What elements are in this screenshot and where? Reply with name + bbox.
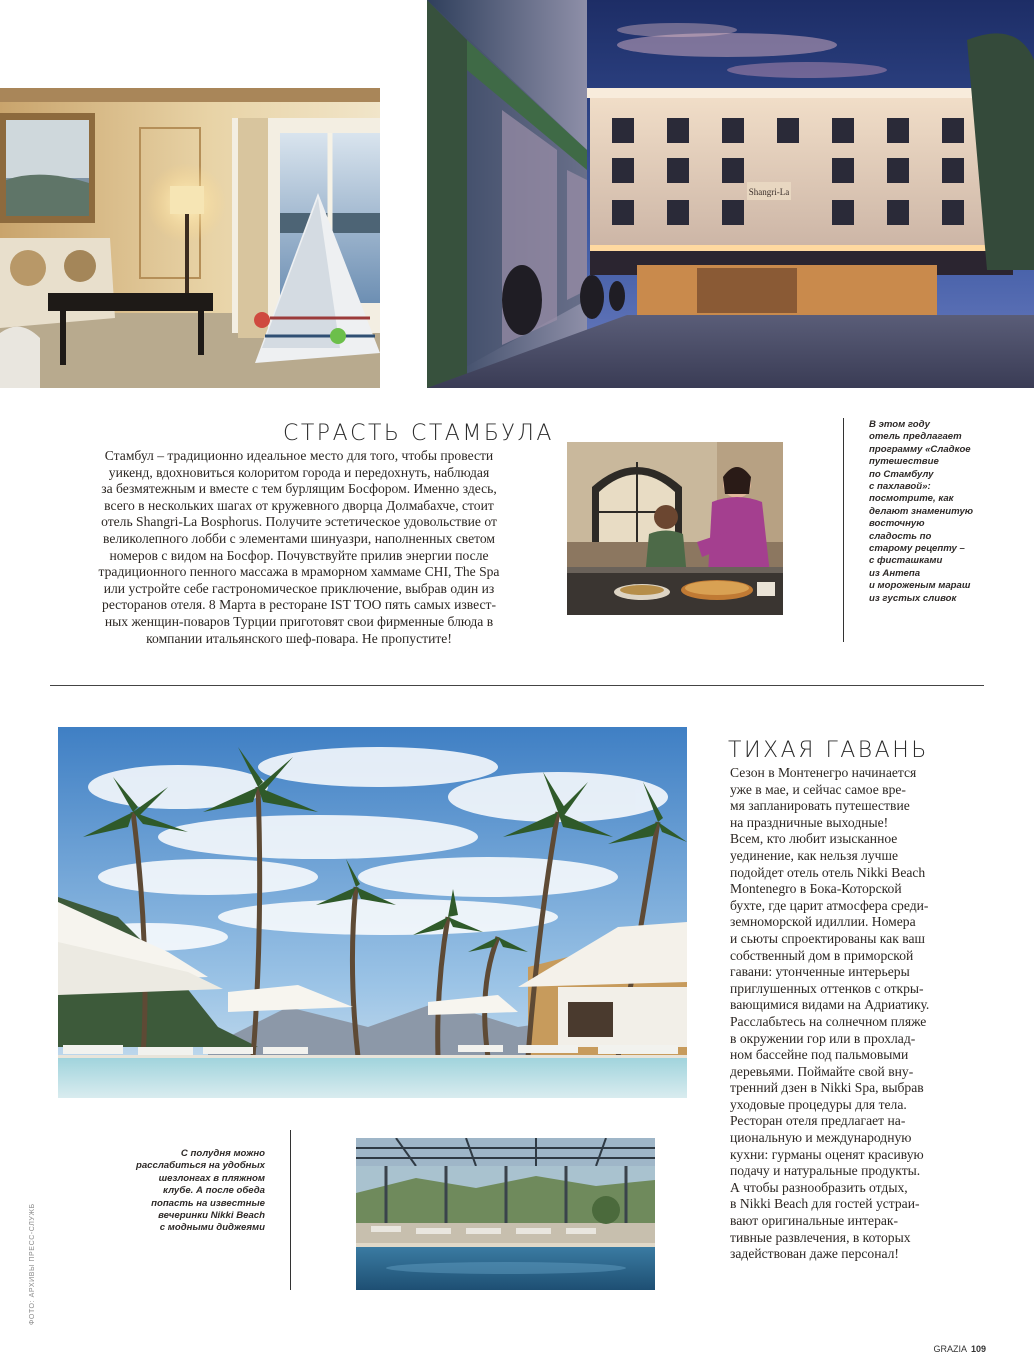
istanbul-title: СТРАСТЬ СТАМБУЛА [283, 421, 554, 446]
montenegro-body-line: циональную и международную [730, 1130, 912, 1146]
page-number: 109 [970, 1344, 986, 1354]
montenegro-body-line: задействован даже персонал! [730, 1246, 899, 1262]
montenegro-photo-caption [120, 1148, 265, 1235]
istanbul-caption-line: отель предлагает [869, 431, 962, 443]
montenegro-body-line: Всем, кто любит изысканное [730, 831, 898, 847]
montenegro-body-line: гавани: утонченные интерьеры [730, 964, 910, 980]
hotel-exterior-photo [427, 0, 1034, 388]
montenegro-caption-line: вечеринки Nikki Beach [158, 1210, 265, 1222]
istanbul-body-line: великолепного лобби с элементами шинуазри, наполненных светом [102, 530, 495, 546]
istanbul-caption-line: путешествие [869, 456, 939, 468]
istanbul-body-line: традиционного пенного массажа в мраморном хаммаме CHI, The Spa [98, 564, 500, 580]
montenegro-body-line: земноморской идиллии. Номера [730, 914, 916, 930]
istanbul-caption-line: из Антепа [869, 567, 921, 579]
montenegro-caption-line: с модными диджеями [159, 1222, 265, 1234]
montenegro-body-line: вающимися видами на Адриатику. [730, 997, 930, 1013]
montenegro-body-line: приглушенных оттенков с откры- [730, 980, 924, 996]
montenegro-body-line: на праздничные выходные! [730, 814, 889, 830]
montenegro-caption-line: расслабиться на удобных [135, 1160, 265, 1172]
montenegro-caption-line: С полудня можно [180, 1148, 265, 1159]
istanbul-photo-caption [869, 419, 1009, 605]
istanbul-body-line: отель Shangri-La Bosphorus. Получите эстетическое удовольствие от [101, 514, 497, 530]
istanbul-caption-line: делают знаменитую [869, 505, 974, 517]
istanbul-body-line: ресторанов отеля. 8 Марта в ресторане IST TOO пять самых извест- [102, 597, 496, 613]
montenegro-body-line: подачу и натуральные продукты. [730, 1163, 921, 1179]
montenegro-body [730, 765, 1000, 1263]
section-divider [50, 685, 984, 686]
montenegro-body-line: тренний дзен в Nikki Spa, выбрав [730, 1080, 924, 1096]
hotel-room-photo [0, 88, 380, 388]
istanbul-caption-line: восточную [869, 518, 925, 530]
istanbul-caption-rule [843, 418, 844, 642]
hotel-sign: Shangri-La [748, 187, 790, 197]
montenegro-caption-line: попасть на известные [151, 1197, 265, 1209]
indoor-pool-photo [356, 1138, 655, 1290]
istanbul-body-line: за безмятежным и вместе с тем бурлящим Босфором. Именно здесь, [101, 481, 497, 497]
istanbul-caption-line: из густых сливок [869, 592, 957, 604]
istanbul-body-line: номеров с видом на Босфор. Почувствуйте прилив энергии после [109, 547, 489, 563]
montenegro-body-line: в окружении гор или в прохлад- [730, 1030, 916, 1046]
montenegro-body-line: подойдет отель отель Nikki Beach [730, 864, 926, 880]
istanbul-body [60, 448, 538, 647]
montenegro-body-line: и сьюты спроектированы как ваш [730, 930, 925, 946]
montenegro-title: ТИХАЯ ГАВАНЬ [728, 738, 929, 763]
istanbul-caption-line: и мороженым мараш [869, 580, 971, 592]
istanbul-body-line: уикенд, вдохновиться колоритом города и передохнуть, наблюдая [108, 464, 490, 480]
montenegro-body-line: Расслабьтесь на солнечном пляже [730, 1013, 927, 1029]
istanbul-caption-line: старому рецепту – [869, 543, 965, 555]
istanbul-body-line: ных женщин-поваров Турции приготовят свои фирменные блюда в [104, 613, 494, 629]
istanbul-body-line: Стамбул – традиционно идеальное место для того, чтобы провести [104, 448, 494, 463]
page-folio [933, 1344, 986, 1354]
photo-credit: ФОТО: АРХИВЫ ПРЕСС-СЛУЖБ [29, 1203, 36, 1325]
istanbul-body-line: или устройте себе гастрономическое приключение, выбрав один из [103, 580, 495, 596]
istanbul-caption-line: сладость по [869, 530, 932, 542]
montenegro-caption-rule [290, 1130, 291, 1290]
istanbul-caption-line: посмотрите, как [869, 493, 954, 505]
montenegro-body-line: Сезон в Монтенегро начинается [730, 765, 917, 780]
istanbul-caption-line: В этом году [869, 419, 930, 430]
beach-pool-palms-photo [58, 727, 687, 1098]
montenegro-body-line: уже в мае, и сейчас самое вре- [730, 781, 906, 797]
montenegro-body-line: бухте, где царит атмосфера среди- [730, 897, 929, 913]
montenegro-body-line: деревьями. Поймайте свой вну- [730, 1063, 914, 1079]
montenegro-body-line: собственный дом в приморской [730, 947, 914, 963]
montenegro-body-line: тивные развлечения, в которых [730, 1229, 911, 1245]
montenegro-body-line: уединение, как нельзя лучше [730, 847, 899, 863]
montenegro-caption-line: шезлонгах в пляжном [158, 1172, 265, 1184]
istanbul-caption-line: программу «Сладкое [869, 443, 971, 455]
istanbul-caption-line: по Стамбулу [869, 468, 934, 480]
montenegro-body-line: в Nikki Beach для гостей устраи- [730, 1196, 920, 1212]
montenegro-body-line: А чтобы разнообразить отдых, [730, 1179, 908, 1195]
montenegro-body-line: Ресторан отеля предлагает на- [730, 1113, 906, 1129]
montenegro-body-line: кухни: гурманы оценят красивую [730, 1146, 924, 1162]
montenegro-body-line: ном бассейне под пальмовыми [730, 1047, 909, 1063]
magazine-name: GRAZIA [933, 1344, 967, 1354]
istanbul-body-line: компании итальянского шеф-повара. Не пропустите! [146, 630, 452, 646]
montenegro-body-line: Montenegro в Бока-Которской [730, 881, 902, 897]
montenegro-caption-line: клубе. А после обеда [162, 1185, 265, 1197]
baklava-cooking-photo [567, 442, 783, 615]
istanbul-caption-line: с пахлавой»: [869, 481, 931, 493]
istanbul-caption-line: с фисташками [869, 555, 943, 567]
istanbul-body-line: всего в нескольких шагах от кружевного дворца Долмабахче, стоит [104, 497, 494, 513]
montenegro-body-line: уходовые процедуры для тела. [730, 1096, 907, 1112]
montenegro-body-line: вают оригинальные интерак- [730, 1213, 899, 1229]
montenegro-body-line: мя запланировать путешествие [730, 798, 910, 814]
